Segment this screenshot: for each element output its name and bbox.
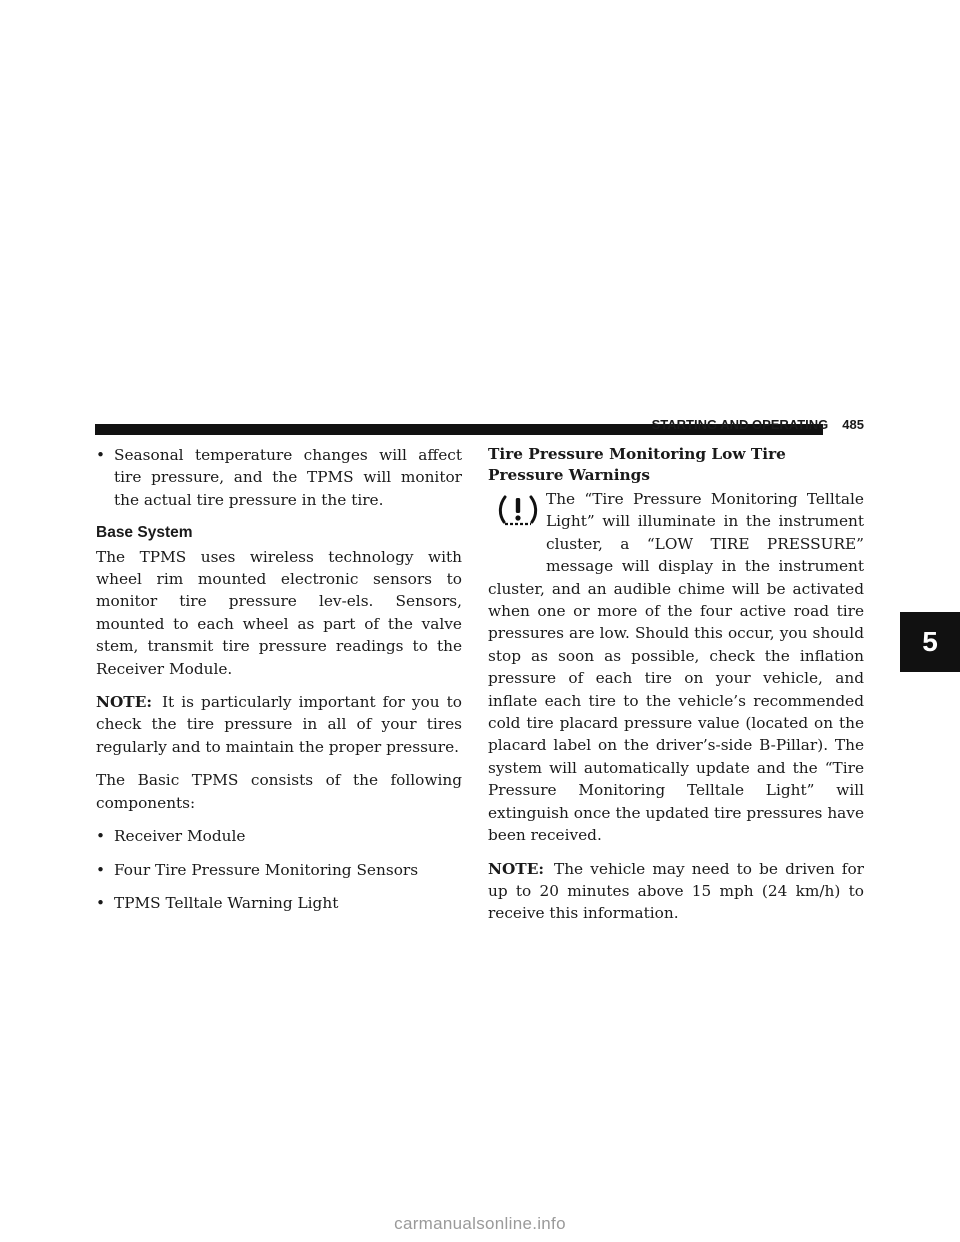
- note-text: It is particularly important for you to check the tire pressure in all of your tires regularly and to maintain the proper pressure.: [96, 693, 462, 756]
- warning-block: [488, 488, 864, 847]
- list-item: [96, 444, 462, 511]
- note-label: NOTE:: [488, 859, 544, 878]
- bullet-icon: •: [96, 446, 106, 464]
- warning-paragraph: The “Tire Pressure Monitoring Telltale Light” will illuminate in the instrument cluster, a “LOW TIRE PRESSURE” message will display in the instrument cluster, and an audible chime will be activated when one or more of the four active road tire pressures are low. Should this occur, you should stop as soon as possible, check the inflation pressure of each tire on your vehicle, and inflate each tire to the vehicle’s recommended cold tire placard pressure value (located on the placard label on the driver’s-side B-Pillar). The system will automatically update and the “Tire Pressure Monitoring Telltale Light” will extinguish once the updated tire pressures have been received.: [488, 490, 864, 845]
- page-number: 485: [842, 417, 864, 432]
- bullet-icon: •: [96, 893, 106, 912]
- watermark: carmanualsonline.info: [394, 1214, 566, 1233]
- list-item: [96, 859, 462, 881]
- note-paragraph: [96, 691, 462, 758]
- bullet-text: TPMS Telltale Warning Light: [114, 893, 339, 912]
- section-heading: Base System: [96, 524, 193, 542]
- note-label: NOTE:: [96, 693, 152, 712]
- list-item: [96, 825, 462, 847]
- left-column: [96, 444, 462, 925]
- components-intro: The Basic TPMS consists of the following components:: [96, 771, 462, 812]
- section-title: STARTING AND OPERATING: [651, 417, 829, 432]
- bullet-icon: •: [96, 860, 106, 879]
- base-system-paragraph: The TPMS uses wireless technology with wheel rim mounted electronic sensors to monitor tire pressure lev-els. Sensors, mounted to each wheel as part of the valve stem, transmit tire pressure readings to the Receiver Module.: [96, 547, 462, 678]
- right-column: [488, 444, 864, 925]
- bullet-icon: •: [96, 827, 106, 846]
- bullet-text: Seasonal temperature changes will affect tire pressure, and the TPMS will monitor the actual tire pressure in the tire.: [114, 446, 462, 509]
- list-item: [96, 892, 462, 914]
- note-paragraph: [488, 858, 864, 925]
- running-header: [652, 417, 864, 432]
- warnings-heading: Tire Pressure Monitoring Low Tire Pressure Warnings: [488, 445, 786, 484]
- bullet-text: Four Tire Pressure Monitoring Sensors: [114, 860, 419, 879]
- chapter-tab: 5: [900, 612, 960, 672]
- note-text: The vehicle may need to be driven for up to 20 minutes above 15 mph (24 km/h) to receive this information.: [488, 859, 864, 923]
- tire-pressure-warning-icon: [488, 488, 546, 576]
- bullet-text: Receiver Module: [114, 827, 246, 846]
